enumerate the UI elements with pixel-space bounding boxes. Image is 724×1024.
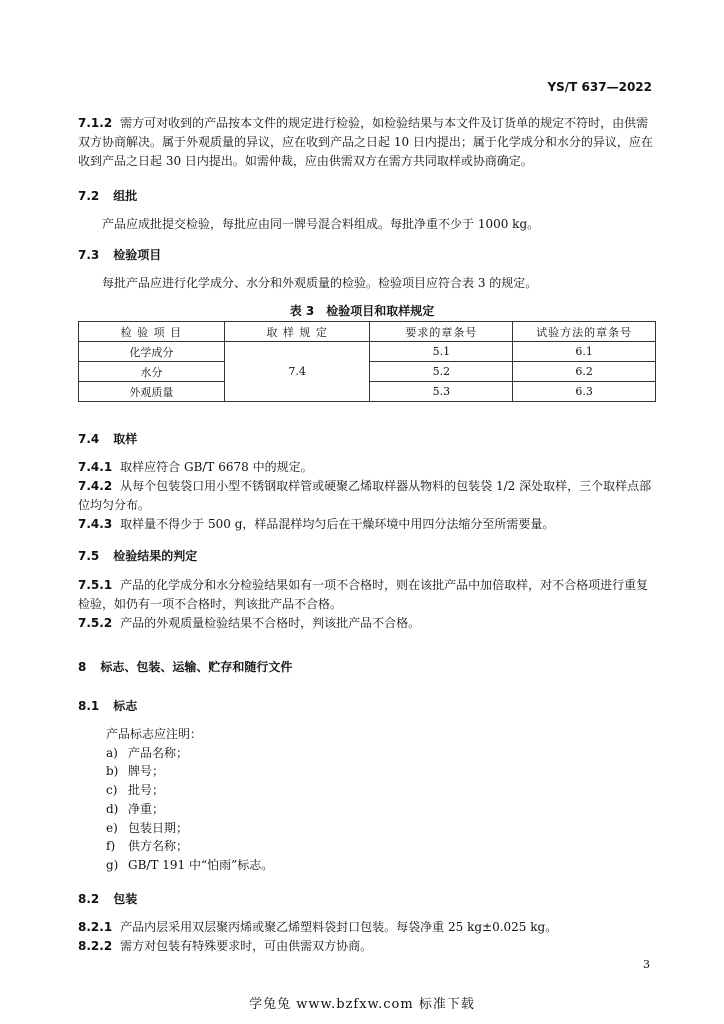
clause-7-4-2 [78, 477, 656, 515]
heading-title: 组批 [113, 189, 138, 203]
clause-7-4-1 [78, 458, 656, 477]
heading-number: 7.2 [78, 189, 100, 203]
heading-title: 取样 [113, 432, 138, 446]
list-label: e) [106, 820, 118, 835]
clause-8-2-2 [78, 937, 656, 956]
clause-number: 7.4.2 [78, 479, 113, 493]
list-label: d) [106, 801, 119, 816]
paragraph-7-2 [78, 215, 680, 234]
clause-7-5-2 [78, 614, 656, 633]
list-item [106, 837, 273, 856]
header-sampling: 取 样 规 定 [224, 322, 370, 342]
heading-number: 7.5 [78, 549, 100, 563]
heading-number: 7.4 [78, 432, 100, 446]
clause-7-4-3 [78, 515, 656, 534]
cell-requirement: 5.1 [370, 342, 513, 362]
list-label: b) [106, 764, 119, 779]
cell-method: 6.2 [513, 362, 656, 382]
list-label: c) [106, 783, 118, 798]
clause-7-1-2 [78, 114, 656, 171]
clause-7-5-1 [78, 576, 656, 614]
heading-7-5 [78, 547, 656, 566]
header-requirement: 要求的章条号 [370, 322, 513, 342]
clause-number: 8.2.1 [78, 920, 113, 934]
clause-text: 需方对包装有特殊要求时，可由供需双方协商。 [120, 939, 373, 953]
heading-7-4 [78, 430, 656, 449]
list-text: 净重； [128, 801, 165, 816]
heading-8 [78, 658, 656, 677]
clause-text: 需方可对收到的产品按本文件的规定进行检验，如检验结果与本文件及订货单的规定不符时，由供需双方协商解决。属于外观质量的异议，应在收到产品之日起 10 日内提出；属于化学成分和水分的异议，应在收到产品之日起 30 日内提出。如需仲裁，应由供需双方在需方共同取样或协商确定。 [78, 116, 653, 168]
cell-requirement: 5.3 [370, 382, 513, 402]
list-label: a) [106, 745, 118, 760]
header-method: 试验方法的章条号 [513, 322, 656, 342]
clause-number: 7.4.3 [78, 517, 113, 531]
cell-item: 化学成分 [79, 342, 225, 362]
clause-number: 7.5.2 [78, 616, 113, 630]
clause-number: 7.4.1 [78, 460, 113, 474]
list-intro: 产品标志应注明： [106, 727, 203, 741]
list-text: 产品名称； [128, 745, 189, 760]
cell-item: 水分 [79, 362, 225, 382]
list-text: 供方名称； [128, 839, 189, 854]
heading-7-2 [78, 187, 656, 206]
list-text: 包装日期； [128, 820, 189, 835]
standard-number: YS/T 637—2022 [547, 80, 652, 94]
list-label: f) [106, 839, 116, 854]
cell-method: 6.3 [513, 382, 656, 402]
paragraph-text: 产品应成批提交检验，每批应由同一牌号混合料组成。每批净重不少于 1000 kg。 [102, 217, 540, 231]
heading-title: 标志 [113, 699, 138, 713]
clause-number: 7.5.1 [78, 578, 113, 592]
table-row [79, 342, 656, 362]
list-item [106, 762, 273, 781]
clause-text: 取样量不得少于 500 g，样品混样均匀后在干燥环境中用四分法缩分至所需要量。 [120, 517, 555, 531]
cell-requirement: 5.2 [370, 362, 513, 382]
clause-text: 产品的化学成分和水分检验结果如有一项不合格时，则在该批产品中加倍取样，对不合格项进行重复检验，如仍有一项不合格时，判该批产品不合格。 [78, 578, 649, 611]
clause-number: 8.2.2 [78, 939, 113, 953]
marking-list [106, 725, 273, 875]
page-number: 3 [643, 958, 650, 971]
table-caption: 表 3 检验项目和取样规定 [289, 304, 435, 318]
list-item [106, 856, 273, 875]
heading-number: 8.1 [78, 699, 100, 713]
heading-8-2 [78, 890, 656, 909]
clause-text: 从每个包装袋口用小型不锈钢取样管或硬聚乙烯取样器从物料的包装袋 1/2 深处取样，三个取样点部位均匀分布。 [78, 479, 652, 512]
header-item: 检 验 项 目 [79, 322, 225, 342]
inspection-table [78, 321, 656, 402]
list-item [106, 781, 273, 800]
footer-watermark: 学兔兔 www.bzfxw.com 标准下载 [249, 997, 475, 1012]
clause-text: 产品的外观质量检验结果不合格时，判该批产品不合格。 [120, 616, 421, 630]
paragraph-7-3 [78, 274, 680, 293]
heading-title: 包装 [113, 892, 138, 906]
clause-text: 取样应符合 GB/T 6678 中的规定。 [120, 460, 313, 474]
list-item [106, 744, 273, 763]
list-text: 批号； [128, 783, 165, 798]
clause-number: 7.1.2 [78, 116, 113, 130]
list-label: g) [106, 857, 119, 872]
list-item [106, 819, 273, 838]
heading-number: 8 [78, 660, 87, 674]
clause-8-2-1 [78, 918, 656, 937]
heading-number: 7.3 [78, 248, 100, 262]
cell-sampling: 7.4 [224, 342, 370, 402]
heading-7-3 [78, 246, 656, 265]
heading-title: 检验结果的判定 [113, 549, 198, 563]
clause-text: 产品内层采用双层聚丙烯或聚乙烯塑料袋封口包装。每袋净重 25 kg±0.025 kg。 [120, 920, 558, 934]
list-item [106, 800, 273, 819]
cell-item: 外观质量 [79, 382, 225, 402]
table-header-row [79, 322, 656, 342]
heading-8-1 [78, 697, 656, 716]
cell-method: 6.1 [513, 342, 656, 362]
list-text: 牌号； [128, 764, 165, 779]
list-text: GB/T 191 中“怕雨”标志。 [128, 857, 274, 872]
paragraph-text: 每批产品应进行化学成分、水分和外观质量的检验。检验项目应符合表 3 的规定。 [102, 276, 538, 290]
heading-title: 检验项目 [113, 248, 162, 262]
heading-number: 8.2 [78, 892, 100, 906]
heading-title: 标志、包装、运输、贮存和随行文件 [100, 660, 293, 674]
